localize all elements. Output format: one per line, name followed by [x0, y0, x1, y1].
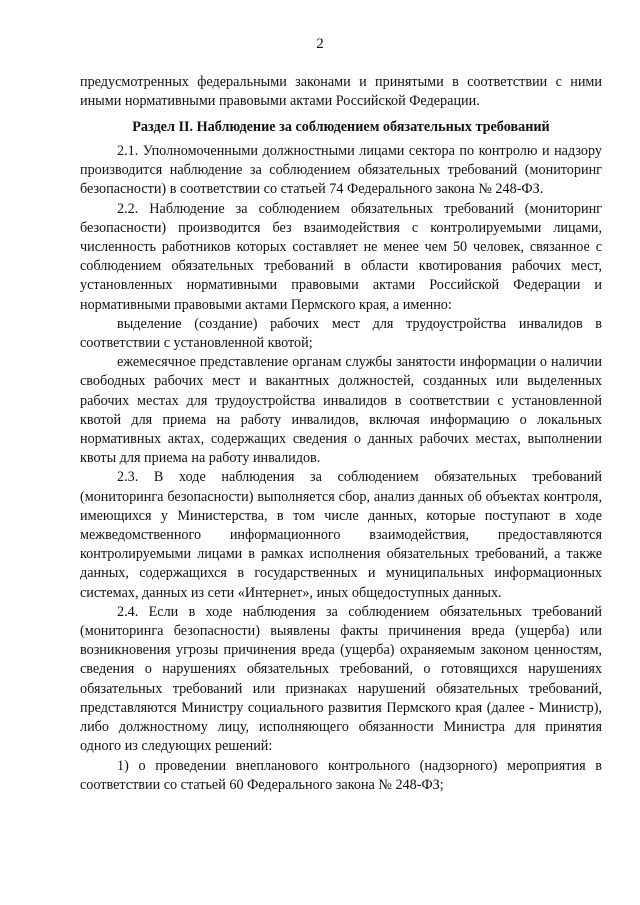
- paragraph-2-2-item-reporting: ежемесячное представление органам службы занятости информации о наличии свободных рабочих мест и вакантных должностей, созданных или выделенных рабочих местах для трудоустройства инвалидов в соответствии с установленной квотой для приема на работу инвалидов, включая информацию о локальных нормативных актах, содержащих сведения о данных рабочих местах, выполнении квоты для приема на работу инвалидов.: [80, 354, 602, 467]
- paragraph-2-4: 2.4. Если в ходе наблюдения за соблюдением обязательных требований (мониторинга безопасности) выявлены факты причинения вреда (ущерба) или возникновения угрозы причинения вреда (ущерба) охраняемым законом ценностям, сведения о нарушениях обязательных требований, о готовящихся нарушениях обязательных требований или признаках нарушений обязательных требований, представляются Министру социального развития Пермского края (далее - Министр), либо должностному лицу, исполняющего обязанности Министра для принятия одного из следующих решений:: [80, 603, 602, 755]
- paragraph-2-4-decision-1: 1) о проведении внепланового контрольного (надзорного) мероприятия в соответствии со статьей 60 Федерального закона № 248-ФЗ;: [80, 757, 602, 793]
- section-title: Раздел II. Наблюдение за соблюдением обязательных требований: [132, 119, 550, 135]
- paragraph-2-2: 2.2. Наблюдение за соблюдением обязательных требований (мониторинг безопасности) производится без взаимодействия с контролируемыми лицами, численность работников которых составляет не менее чем 50 человек, связанное с соблюдением обязательных требований в области квотирования рабочих мест, установленных нормативными правовыми актами Российской Федерации и нормативными правовыми актами Пермского края, а именно:: [80, 200, 602, 313]
- intro-block: [80, 73, 602, 111]
- intro-paragraph: предусмотренных федеральными законами и принятыми в соответствии с ними иными нормативными правовыми актами Российской Федерации.: [80, 74, 602, 110]
- paragraph-2-1: 2.1. Уполномоченными должностными лицами сектора по контролю и надзору производится наблюдение за соблюдением обязательных требований (мониторинг безопасности) в соответствии со статьей 74 Федерального закона № 248-ФЗ.: [80, 143, 602, 198]
- paragraph-2-2-item-quota: выделение (создание) рабочих мест для трудоустройства инвалидов в соответствии с установленной квотой;: [80, 315, 602, 352]
- section-heading-block: [80, 118, 602, 137]
- page-number: 2: [316, 36, 324, 52]
- section-body: [80, 142, 602, 795]
- paragraph-2-3: 2.3. В ходе наблюдения за соблюдением обязательных требований (мониторинга безопасности) выполняется сбор, анализ данных об объектах контроля, имеющихся у Министерства, в том числе данных, которые поступают в ходе межведомственного информационного взаимодействия, предоставляются контролируемыми лицами в рамках исполнения обязательных требований, а также данных, содержащихся в государственных и муниципальных информационных системах, данных из сети «Интернет», иных общедоступных данных.: [80, 469, 602, 601]
